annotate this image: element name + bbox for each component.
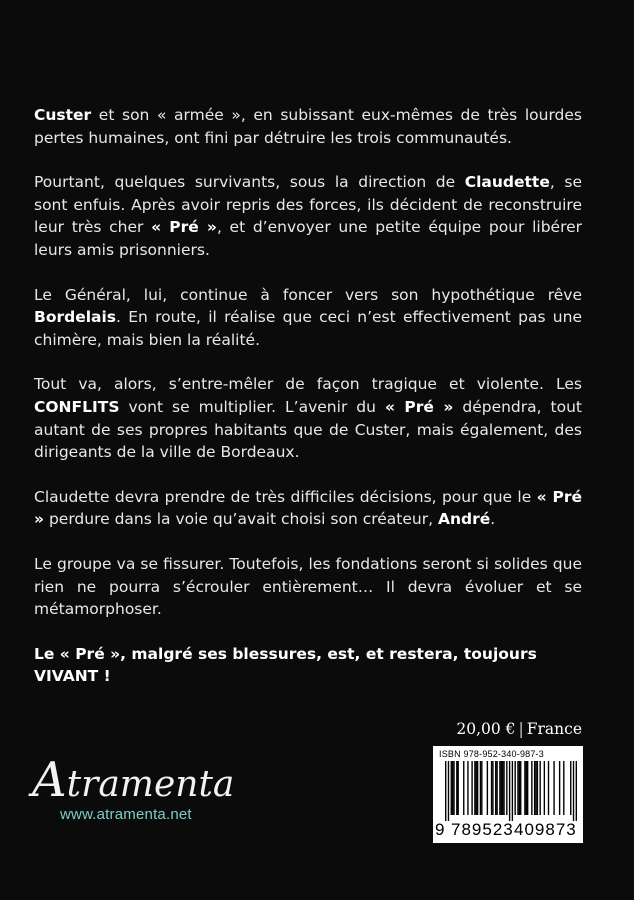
barcode-bar [537,761,538,815]
barcode-bar [492,761,493,815]
barcode-bars [445,761,577,821]
barcode-bar [452,761,453,815]
barcode-bar [467,761,468,815]
barcode-bar [519,761,520,815]
barcode-bar [463,761,464,815]
term-pre: « Pré » [151,218,217,237]
barcode-bar [471,761,472,815]
publisher-website-link[interactable]: www.atramenta.net [60,806,192,823]
paragraph-4: Tout va, alors, s’entre-mêler de façon tragique et violente. Les CONFLITS vont se multiplier. L’avenir du « Pré » dépendra, tout autant de ses propres habitants que de Custer, mais également, des dirigeants de la ville de Bordeaux. [34,375,582,462]
paragraph-5: Claudette devra prendre de très difficiles décisions, pour que le « Pré » perdure dans la voie qu’avait choisi son créateur, André. [34,487,582,529]
barcode-digit-first: 9 [435,820,446,839]
barcode-bar [517,761,518,815]
paragraph-1: Custer et son « armée », en subissant eux-mêmes de très lourdes pertes humaines, ont fini par détruire les trois communautés. [34,106,582,147]
barcode-bar [509,761,510,821]
barcode-bar [531,761,532,815]
price-separator: | [518,720,524,738]
barcode-bar [570,761,571,815]
back-cover-blurb [34,104,582,710]
paragraph-6: Le groupe va se fissurer. Toutefois, les fondations seront si solides que rien ne pourra s’écrouler entièrement… Il devra évoluer et se métamorphoser. [34,554,582,619]
barcode-bar [499,761,500,815]
barcode-bar [524,761,525,815]
barcode-bar [445,761,446,821]
barcode-bar [576,761,577,821]
term-pre: « Pré » [34,487,582,529]
barcode-bar [503,761,504,815]
term-pre: « Pré » [384,397,454,416]
barcode-bar [535,761,536,815]
barcode-digits-right: 409873 [514,820,577,839]
barcode-bar [539,761,540,815]
barcode-bar [512,761,513,821]
isbn-label: ISBN 978-952-340-987-3 [439,749,544,759]
price-tag [456,720,582,738]
barcode-bar [520,761,521,815]
isbn-barcode [433,746,583,843]
barcode-bar [553,761,554,815]
barcode-bar [548,761,549,815]
barcode-bar [514,761,515,815]
barcode-bar [476,761,477,815]
barcode-bar [501,761,502,815]
price-amount: 20,00 € [456,720,516,738]
barcode-bar [496,761,497,815]
barcode-bar [480,761,481,815]
barcode-bar [458,761,459,815]
paragraph-3: Le Général, lui, continue à foncer vers son hypothétique rêve Bordelais. En route, il réalise que ceci n’est effectivement pas une chimère, mais bien la réalité. [34,285,582,349]
barcode-bar [477,761,478,815]
barcode-digits-left: 789523 [451,820,514,839]
term-conflits: CONFLITS [34,397,120,416]
barcode-bar [559,761,560,815]
barcode-bar [481,761,482,815]
barcode-bar [456,761,457,815]
barcode-bar [527,761,528,815]
barcode-bar [534,761,535,815]
barcode-bar [502,761,503,815]
paragraph-2: Pourtant, quelques survivants, sous la direction de Claudette, se sont enfuis. Après avoir repris des forces, ils décident de reconstruire leur très cher « Pré », et d’envoyer une petite équipe pour libérer leurs amis prisonniers. [34,173,583,259]
barcode-bar [491,761,492,815]
barcode-bar [487,761,488,815]
barcode-bar [526,761,527,815]
publisher-logo: Atramenta [32,752,235,808]
name-andre: André [437,510,491,529]
price-country: France [526,720,582,738]
closing-line: Le « Pré », malgré ses blessures, est, et restera, toujours VIVANT ! [34,644,537,686]
name-claudette: Claudette [464,173,550,192]
barcode-bar [474,761,475,815]
barcode-bar [506,761,507,815]
barcode-bar [495,761,496,815]
barcode-bar [453,761,454,815]
barcode-bar [451,761,452,815]
name-custer: Custer [34,106,92,124]
barcode-bar [563,761,564,815]
barcode-bar [448,761,449,821]
term-bordelais: Bordelais [34,308,117,327]
barcode-bar [573,761,574,821]
barcode-bar [544,761,545,815]
